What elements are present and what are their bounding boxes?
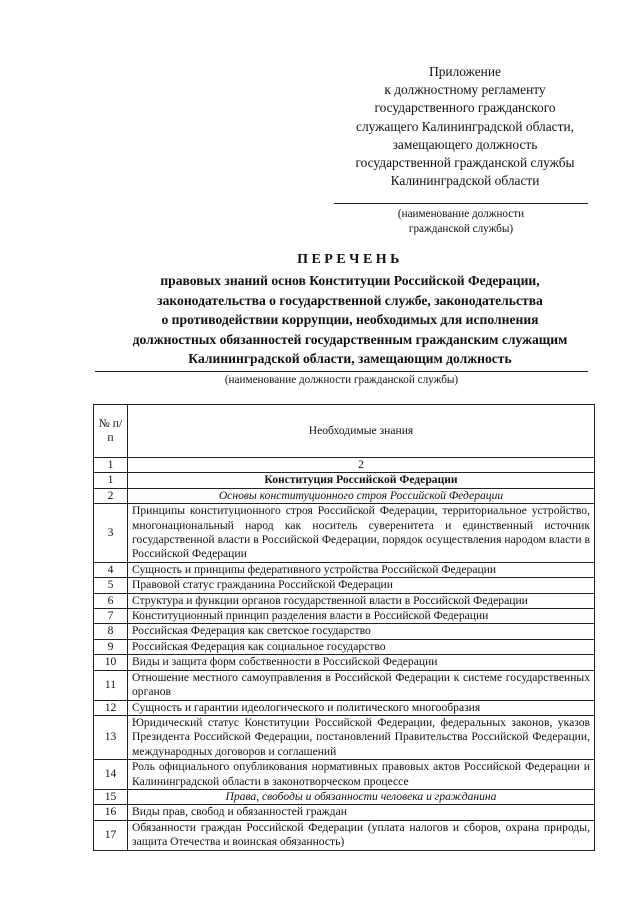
subtitle-line: о противодействии коррупции, необходимых для исполнения — [161, 312, 539, 328]
row-number: 15 — [94, 789, 128, 804]
position-caption-line: гражданской службы) — [408, 222, 514, 235]
row-number: 1 — [94, 473, 128, 488]
section-heading: Конституция Российской Федерации — [128, 473, 595, 488]
row-text: Правовой статус гражданина Российской Федерации — [128, 578, 595, 593]
column-number-row — [94, 458, 595, 473]
table-row — [94, 655, 595, 670]
table-row — [94, 760, 595, 790]
row-text: Российская Федерация как светское государство — [128, 624, 595, 639]
appendix-line: служащего Калининградской области, — [356, 118, 574, 134]
table-row — [94, 473, 595, 488]
row-text: Принципы конституционного строя Российской Федерации, территориальное устройство, многонациональный народ как носитель суверенитета и единственный источник государственной власти в Российской Федерации, порядок осуществления народом власти в Российской Федерации — [128, 504, 595, 563]
document-subtitle — [80, 271, 620, 369]
row-text: Отношение местного самоуправления в Российской Федерации к системе государственных органов — [128, 670, 595, 700]
appendix-line: Калининградской области — [390, 173, 540, 189]
row-number: 4 — [94, 562, 128, 577]
subsection-heading: Основы конституционного строя Российской Федерации — [128, 488, 595, 503]
row-number: 10 — [94, 655, 128, 670]
row-text: Обязанности граждан Российской Федерации (уплата налогов и сборов, охрана природы, защита Отечества и воинская обязанность) — [128, 820, 595, 850]
row-number: 13 — [94, 715, 128, 759]
row-text: Юридический статус Конституции Российской Федерации, федеральных законов, указов Президента Российской Федерации, постановлений Правительства Российской Федерации, международных договоров и соглашений — [128, 715, 595, 759]
row-text: Конституционный принцип разделения власти в Российской Федерации — [128, 609, 595, 624]
table-header-row — [94, 405, 595, 458]
table-row — [94, 593, 595, 608]
row-number: 12 — [94, 700, 128, 715]
service-caption: (наименование должности гражданской службы) — [224, 374, 459, 386]
table-row — [94, 578, 595, 593]
subsection-heading: Права, свободы и обязанности человека и гражданина — [128, 789, 595, 804]
subtitle-line: правовых знаний основ Конституции Российской Федерации, — [160, 273, 540, 288]
table-row — [94, 609, 595, 624]
appendix-line: государственного гражданского — [374, 100, 556, 116]
table-row — [94, 562, 595, 577]
table-row — [94, 789, 595, 804]
table-row — [94, 805, 595, 820]
row-text: Сущность и гарантии идеологического и политического многообразия — [128, 700, 595, 715]
appendix-line: государственной гражданской службы — [355, 155, 575, 171]
table-row — [94, 639, 595, 654]
row-text: Роль официального опубликования нормативных правовых актов Российской Федерации и Калининградской области в законотворческом процессе — [128, 760, 595, 790]
table-row — [94, 624, 595, 639]
header-number: № п/п — [94, 405, 128, 458]
table-row — [94, 670, 595, 700]
service-blank-line — [95, 371, 588, 372]
table-row — [94, 504, 595, 563]
row-number: 9 — [94, 639, 128, 654]
document-title: ПЕРЕЧЕНЬ — [297, 252, 403, 267]
table-row — [94, 820, 595, 850]
position-caption-line: (наименование должности — [397, 208, 525, 220]
row-text: Структура и функции органов государственной власти в Российской Федерации — [128, 593, 595, 608]
appendix-block — [300, 63, 630, 190]
row-number: 11 — [94, 670, 128, 700]
row-number: 14 — [94, 760, 128, 790]
row-number: 6 — [94, 593, 128, 608]
column-number: 1 — [94, 458, 128, 473]
row-number: 7 — [94, 609, 128, 624]
subtitle-line: должностных обязанностей государственным гражданским служащим — [132, 331, 568, 347]
position-blank-line — [334, 203, 588, 204]
row-number: 16 — [94, 805, 128, 820]
subtitle-line: законодательства о государственной службе, законодательства — [157, 292, 543, 308]
row-number: 3 — [94, 504, 128, 563]
row-text: Сущность и принципы федеративного устройства Российской Федерации — [128, 562, 595, 577]
appendix-line: к должностному регламенту — [384, 82, 546, 98]
table-row — [94, 700, 595, 715]
row-text: Виды и защита форм собственности в Российской Федерации — [128, 655, 595, 670]
row-number: 17 — [94, 820, 128, 850]
appendix-line: Приложение — [429, 64, 501, 79]
position-caption — [334, 207, 588, 236]
row-text: Виды прав, свобод и обязанностей граждан — [128, 805, 595, 820]
column-number: 2 — [128, 458, 595, 473]
row-number: 5 — [94, 578, 128, 593]
header-knowledge: Необходимые знания — [128, 405, 595, 458]
table-row — [94, 715, 595, 759]
knowledge-table — [93, 404, 595, 851]
appendix-line: замещающего должность — [392, 136, 538, 152]
row-number: 8 — [94, 624, 128, 639]
subtitle-line: Калининградской области, замещающим должность — [188, 351, 512, 367]
table-row — [94, 488, 595, 503]
row-text: Российская Федерация как социальное государство — [128, 639, 595, 654]
row-number: 2 — [94, 488, 128, 503]
